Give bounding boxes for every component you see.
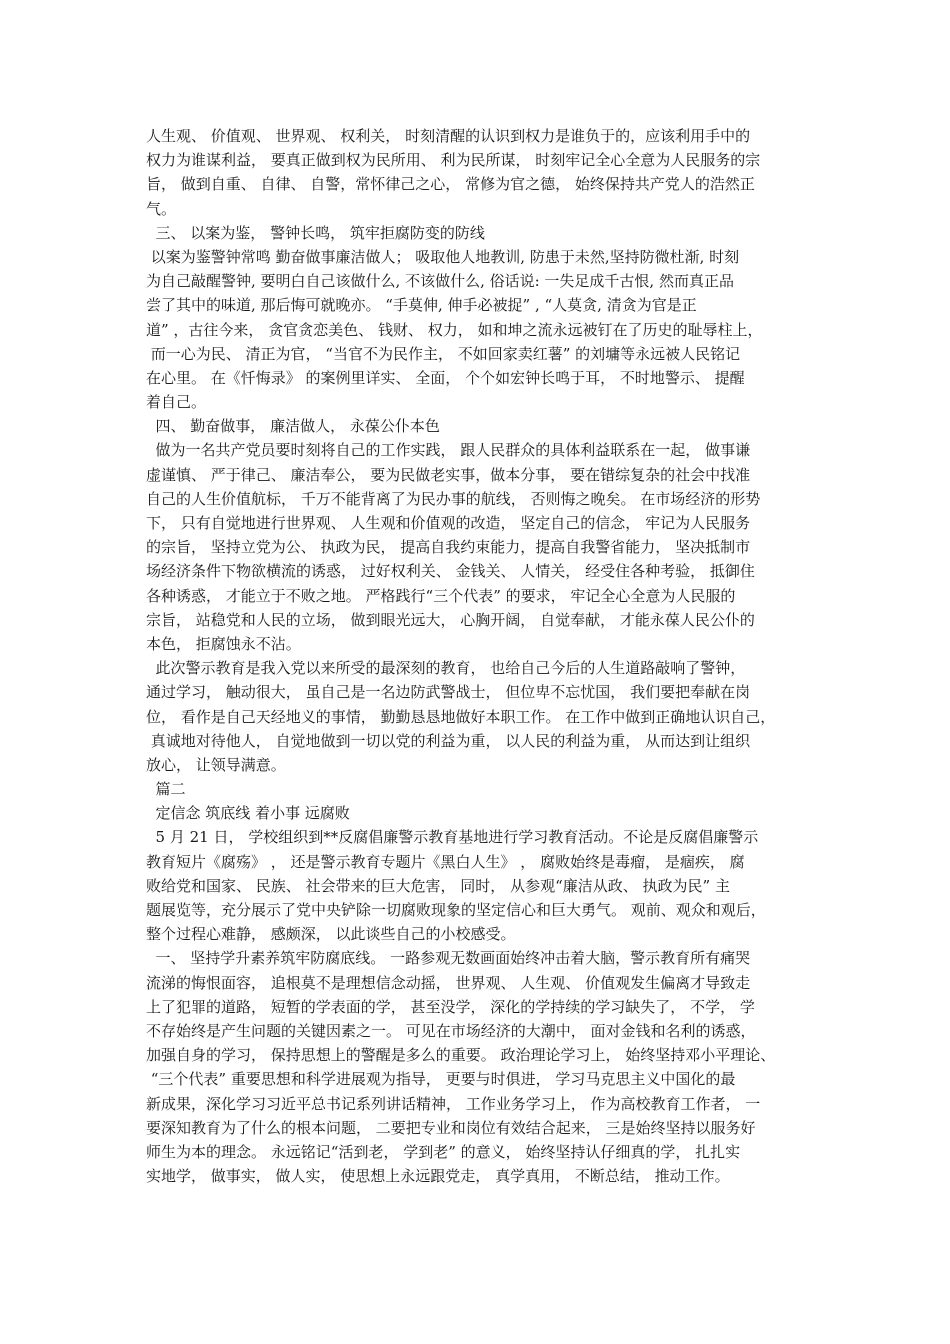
text-line: 权力为谁谋利益， 要真正做到权为民所用、 利为民所谋， 时刻牢记全心全意为人民服务的宗: [146, 151, 761, 170]
text-line: 自己的人生价值航标， 千万不能背离了为民办事的航线， 否则悔之晚矣。 在市场经济的形势: [146, 489, 761, 508]
text-line: 本色， 拒腐蚀永不沾。: [146, 634, 301, 653]
text-line: 位， 看作是自己天经地义的事情， 勤勤恳恳地做好本职工作。 在工作中做到正确地认识自己，: [146, 707, 776, 726]
text-line: 在心里。 在《忏悔录》 的案例里详实、 全面， 个个如宏钟长鸣于耳， 不时地警示、 提醒: [146, 368, 745, 387]
document-body: [146, 124, 821, 1188]
text-line: 道” ，古往今来， 贪官贪恋美色、 钱财、 权力， 如和坤之流永远被钉在了历史的耻辱柱上，: [146, 320, 763, 339]
text-line: 败给党和国家、 民族、 社会带来的巨大危害， 同时， 从参观“廉洁从政、 执政为民” 主: [146, 876, 730, 895]
text-line: 整个过程心难静， 感颇深， 以此谈些自己的小校感受。: [146, 925, 516, 944]
text-line: 三、 以案为鉴， 警钟长鸣， 筑牢拒腐防变的防线: [146, 223, 485, 242]
text-line: 实地学， 做事实， 做人实， 使思想上永远跟党走， 真学真用， 不断总结， 推动工作。: [146, 1167, 730, 1186]
text-line: 气。: [146, 199, 177, 218]
text-line: 流涕的悔恨面容， 追根莫不是理想信念动摇， 世界观、 人生观、 价值观发生偏离才导致走: [146, 973, 751, 992]
text-line: 不存始终是产生问题的关键因素之一。 可见在市场经济的大潮中， 面对金钱和名利的诱惑，: [146, 1021, 756, 1040]
text-line: 真诚地对待他人， 自觉地做到一切以党的利益为重， 以人民的利益为重， 从而达到让组织: [146, 731, 751, 750]
text-line: 加强自身的学习， 保持思想上的警醒是多么的重要。 政治理论学习上， 始终坚持邓小平理论、: [146, 1046, 776, 1065]
text-line: 虚谨慎、 严于律己、 廉洁奉公， 要为民做老实事，做本分事， 要在错综复杂的社会中找准: [146, 465, 751, 484]
text-line: 下， 只有自觉地进行世界观、 人生观和价值观的改造， 坚定自己的信念， 牢记为人民服务: [146, 514, 751, 532]
text-line: 各种诱惑， 才能立于不败之地。 严格践行“三个代表” 的要求， 牢记全心全意为人民服的: [146, 586, 736, 605]
text-line: 场经济条件下物欲横流的诱惑， 过好权利关、 金钱关、 人情关， 经受住各种考验， 抵御住: [146, 562, 755, 581]
text-line: 师生为本的理念。 永远铭记“活到老， 学到老” 的意义， 始终坚持认仔细真的学， 扎扎实: [146, 1142, 741, 1161]
text-line: 以案为鉴警钟常鸣 勤奋做事廉洁做人； 吸取他人地教训, 防患于未然,坚持防微杜渐, 时刻: [146, 247, 740, 266]
text-line: 人生观、 价值观、 世界观、 权利关， 时刻清醒的认识到权力是谁负于的，应该利用手中的: [146, 127, 751, 145]
text-line: 定信念 筑底线 着小事 远腐败: [146, 804, 350, 823]
text-line: 上了犯罪的道路， 短暂的学表面的学， 甚至没学， 深化的学持续的学习缺失了， 不学， 学: [146, 997, 755, 1016]
text-line: 篇二: [146, 780, 186, 799]
text-line: 尝了其中的味道, 那后悔可就晚亦。 “手莫伸, 伸手必被捉” , “人莫贪, 清贪为官是正: [146, 296, 697, 315]
text-line: 旨， 做到自重、 自律、 自警，常怀律己之心， 常修为官之德， 始终保持共产党人的浩然正: [146, 175, 755, 194]
text-line: 做为一名共产党员要时刻将自己的工作实践， 跟人民群众的具体利益联系在一起， 做事谦: [146, 441, 751, 460]
text-line: 此次警示教育是我入党以来所受的最深刻的教育， 也给自己今后的人生道路敲响了警钟，: [146, 659, 746, 678]
text-line: 着自己。: [146, 393, 207, 412]
text-line: “三个代表” 重要思想和科学进展观为指导， 更要与时俱进， 学习马克思主义中国化的最: [146, 1070, 736, 1089]
text-line: 要深知教育为了什么的根本问题， 二要把专业和岗位有效结合起来， 三是始终坚持以服务好: [146, 1118, 756, 1137]
text-line: 为自己敲醒警钟, 要明白自己该做什么, 不该做什么, 俗话说: 一失足成千古恨, 然而真正品: [146, 272, 734, 291]
text-line: 一、 坚持学升素养筑牢防腐底线。 一路参观无数画面始终冲击着大脑，警示教育所有痛哭: [146, 949, 751, 968]
text-line: 的宗旨， 坚持立党为公、 执政为民， 提高自我约束能力，提高自我警省能力， 坚决抵制市: [146, 538, 751, 557]
text-line: 新成果，深化学习习近平总书记系列讲话精神， 工作业务学习上， 作为高校教育工作者， 一: [146, 1094, 761, 1113]
text-line: 教育短片《腐殇》 ， 还是警示教育专题片《黑白人生》 ， 腐败始终是毒瘤， 是痼疾， 腐: [146, 852, 745, 871]
text-line: 通过学习， 触动很大， 虽自己是一名边防武警战士， 但位卑不忘忧国， 我们要把奉献在岗: [146, 683, 751, 702]
text-line: 而一心为民、 清正为官， “当官不为民作主， 不如回家卖红薯” 的刘墉等永远被人民铭记: [146, 344, 741, 363]
text-line: 放心， 让领导满意。: [146, 755, 286, 774]
text-line: 宗旨， 站稳党和人民的立场， 做到眼光远大， 心胸开阔， 自觉奉献， 才能永葆人民公仆的: [146, 610, 755, 629]
text-line: 四、 勤奋做事， 廉洁做人， 永葆公仆本色: [146, 417, 440, 436]
text-line: 题展览等，充分展示了党中央铲除一切腐败现象的坚定信心和巨大勇气。 观前、观众和观后，: [146, 901, 766, 919]
text-line: 5 月 21 日， 学校组织到**反腐倡廉警示教育基地进行学习教育活动。不论是反腐倡廉警示: [146, 828, 759, 847]
